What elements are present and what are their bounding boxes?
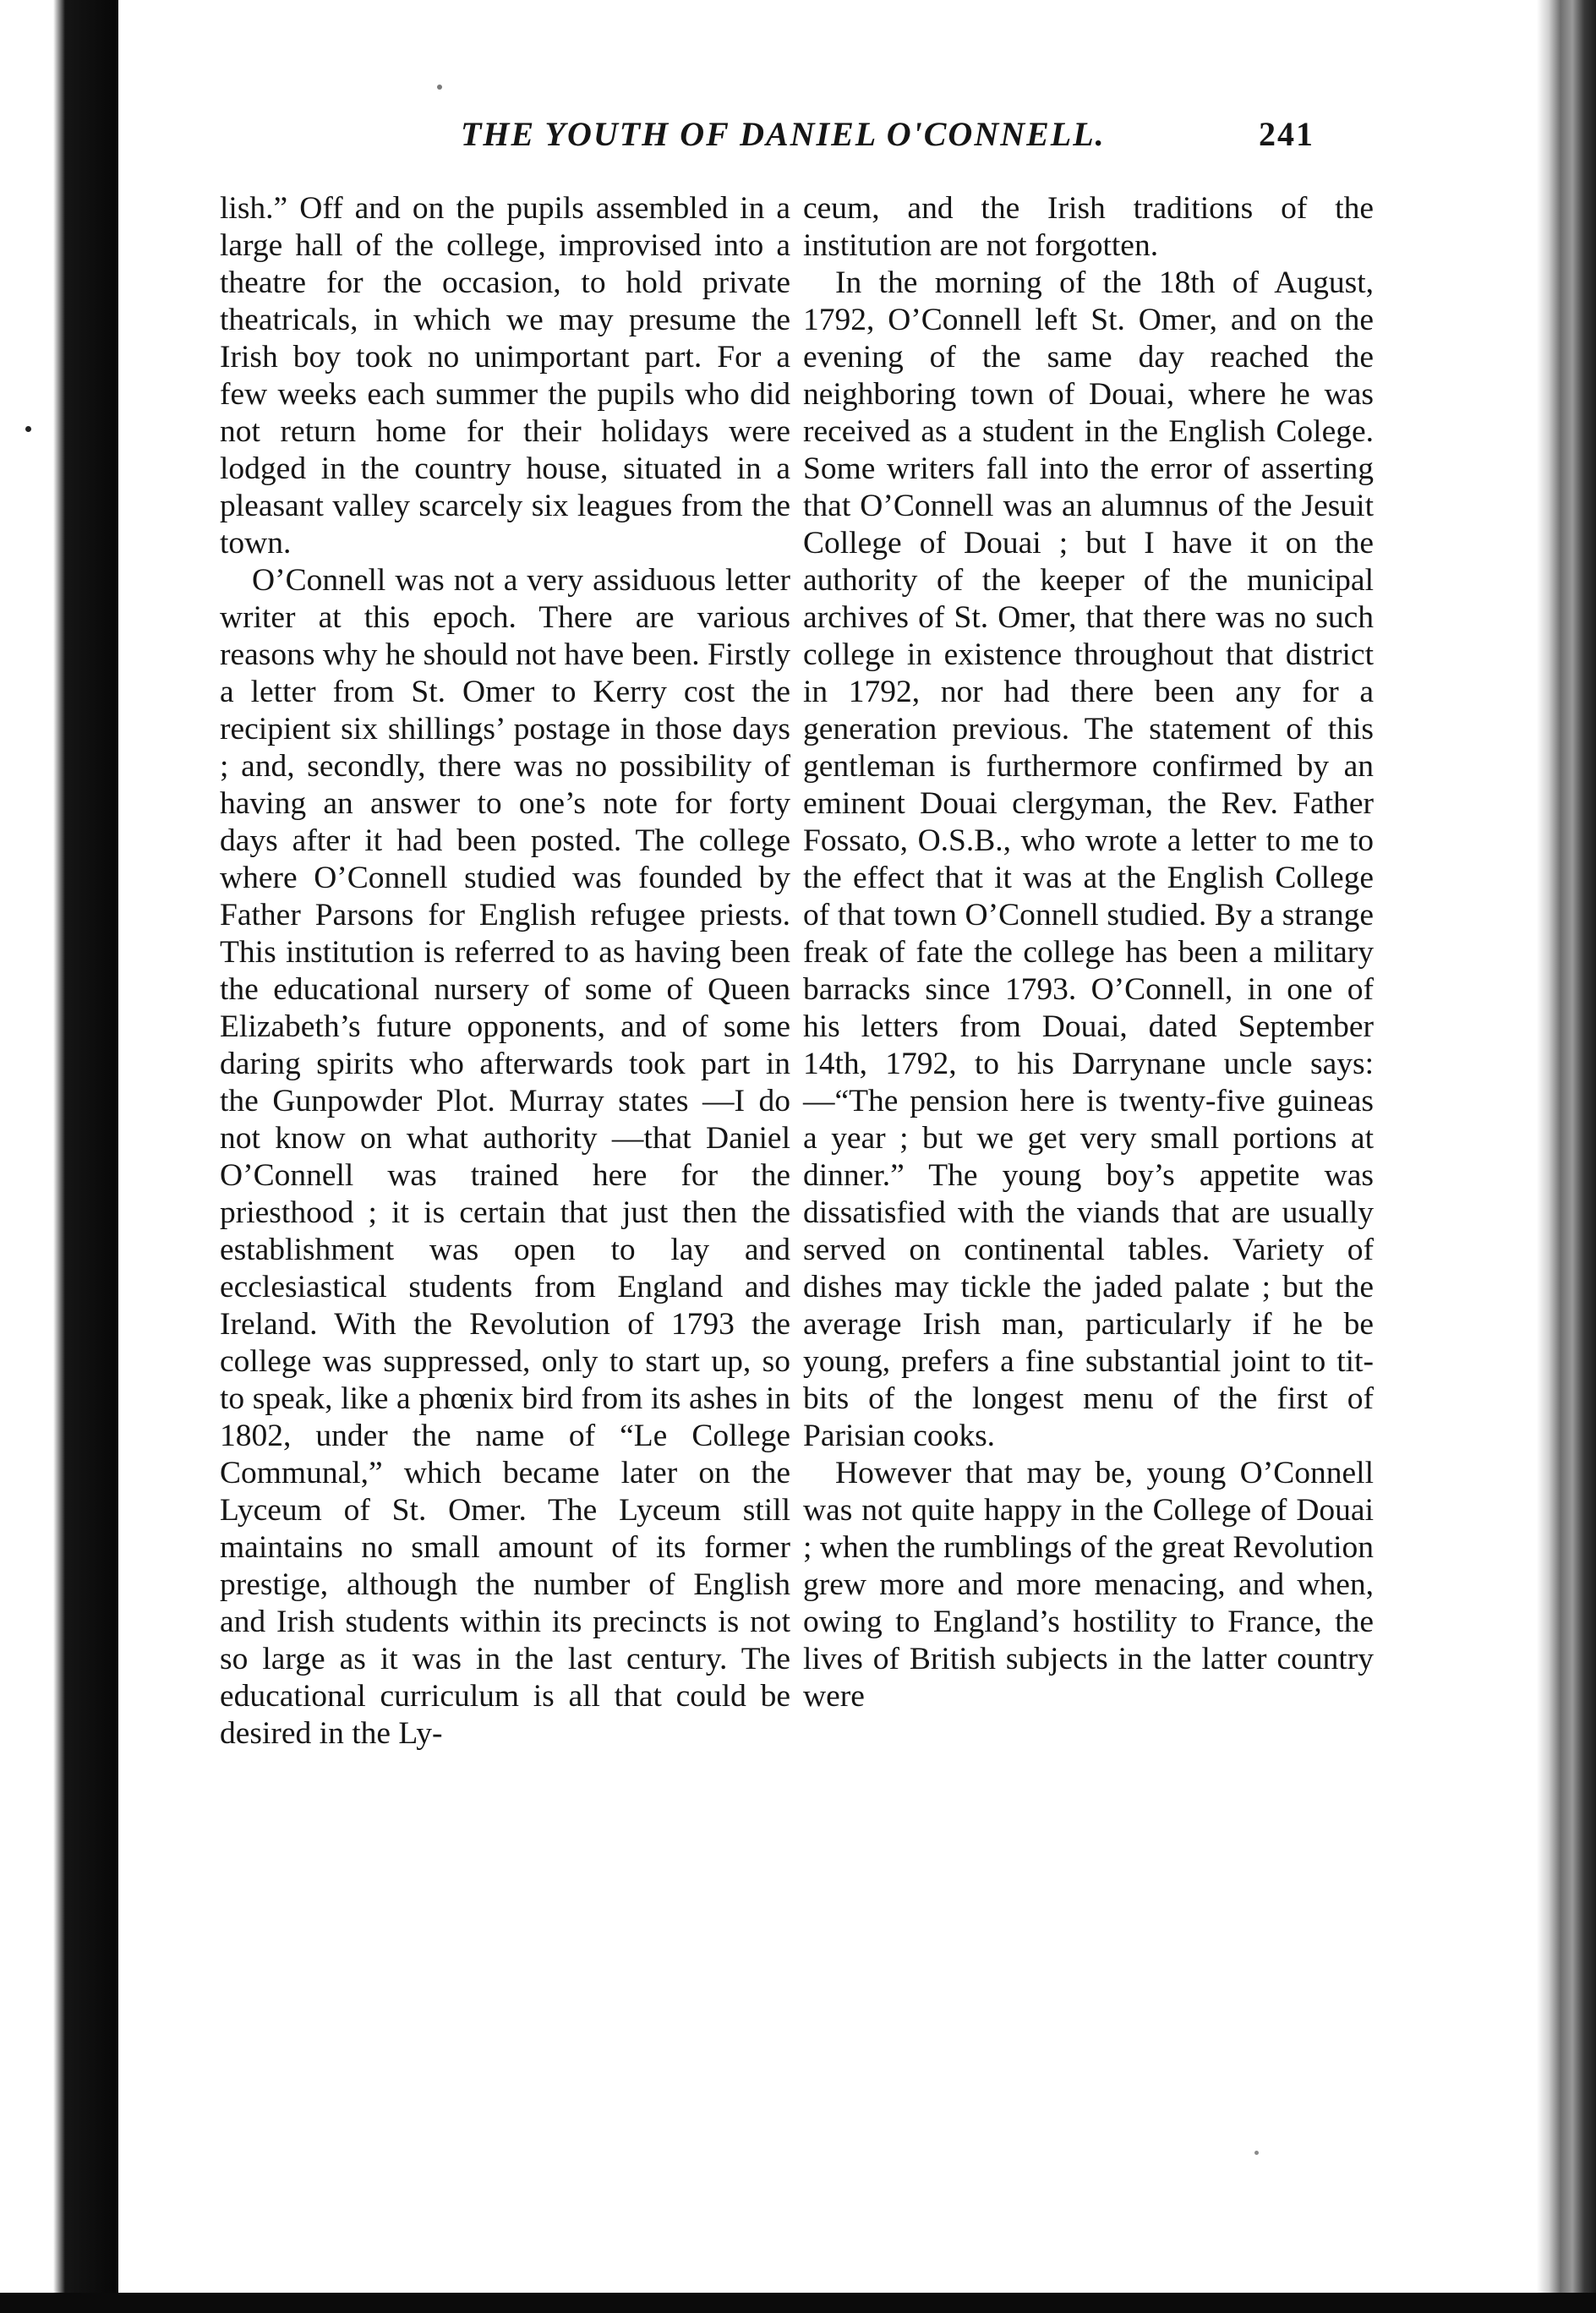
text-column-left: [220, 190, 790, 1753]
page-number: 241: [1259, 115, 1315, 153]
text-column-right: [803, 190, 1374, 1715]
scan-bottom-edge: [0, 2293, 1596, 2313]
paragraph: However that may be, young O’Connell was not quite happy in the College of Douai ; when the rumblings of the great Revolution grew more and more menacing, and when, owing to England’s hostility to France, the lives of British subjects in the latter country were: [803, 1456, 1374, 1714]
paragraph: In the morning of the 18th of August, 1792, O’Connell left St. Omer, and on the evening of the same day reached the neighboring town of Douai, where he was received as a student in the English Colege. Some writers fall into the error of asserting that O’Connell was an alumnus of the Jesuit College of Douai ; but I have it on the authority of the keeper of the municipal archives of St. Omer, that there was no such college in existence throughout that district in 1792, nor had there been any for a generation previous. The statement of this gentleman is furthermore confirmed by an eminent Douai clergyman, the Rev. Father Fossato, O.S.B., who wrote a letter to me to the effect that it was at the English College of that town O’Connell studied. By a strange freak of fate the college has been a military barracks since 1793. O’Connell, in one of his letters from Douai, dated September 14th, 1792, to his Darrynane uncle says:—“The pension here is twenty-five guineas a year ; but we get very small portions at dinner.” The young boy’s appetite was dissatisfied with the viands that are usually served on continental tables. Variety of dishes may tickle the jaded palate ; but the average Irish man, particularly if he be young, prefers a fine substantial joint to tit-bits of the longest menu of the first of Parisian cooks.: [803, 265, 1374, 1453]
paper-speck: [1254, 2151, 1259, 2155]
running-head: [461, 114, 1315, 165]
margin-dot: [25, 426, 31, 432]
scan-right-edge: [1537, 0, 1596, 2313]
scan-left-edge: [0, 0, 118, 2313]
paragraph: ceum, and the Irish traditions of the institution are not forgotten.: [803, 191, 1374, 263]
paragraph: O’Connell was not a very assiduous letter writer at this epoch. There are various reasons why he should not have been. Firstly a letter from St. Omer to Kerry cost the recipient six shillings’ postage in those days ; and, secondly, there was no possibility of having an answer to one’s note for forty days after it had been posted. The college where O’Connell studied was founded by Father Parsons for English refugee priests. This institution is referred to as having been the educational nursery of some of Queen Elizabeth’s future opponents, and of some daring spirits who afterwards took part in the Gunpowder Plot. Murray states —I do not know on what authority —that Daniel O’Connell was trained here for the priesthood ; it is certain that just then the establishment was open to lay and ecclesiastical students from England and Ireland. With the Revolution of 1793 the college was suppressed, only to start up, so to speak, like a phœnix bird from its ashes in 1802, under the name of “Le College Communal,” which became later on the Lyceum of St. Omer. The Lyceum still maintains no small amount of its former prestige, although the number of English and Irish students within its precincts is not so large as it was in the last century. The educational curriculum is all that could be desired in the Ly-: [220, 563, 790, 1751]
paragraph: lish.” Off and on the pupils assembled in a large hall of the college, improvised into a theatre for the occasion, to hold private theatricals, in which we may presume the Irish boy took no unimportant part. For a few weeks each summer the pupils who did not return home for their holidays were lodged in the country house, situated in a pleasant valley scarcely six leagues from the town.: [220, 191, 790, 560]
paper-speck: [437, 85, 442, 90]
book-page: [118, 0, 1537, 2293]
running-title: THE YOUTH OF DANIEL O'CONNELL.: [461, 115, 1106, 153]
